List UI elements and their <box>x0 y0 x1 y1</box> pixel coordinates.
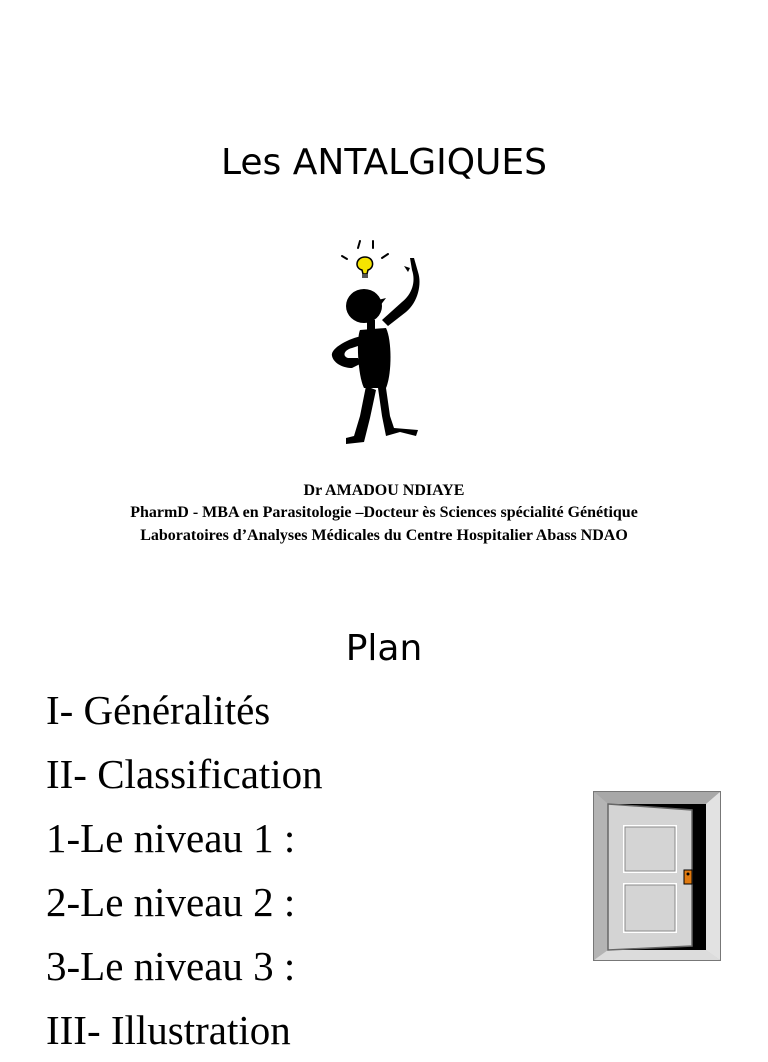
plan-item: II- Classification <box>46 751 323 797</box>
idea-person-icon <box>320 240 430 450</box>
author-lab: Laboratoires d’Analyses Médicales du Centre Hospitalier Abass NDAO <box>140 527 628 544</box>
plan-item: 3-Le niveau 3 : <box>46 943 296 989</box>
plan-item: I- Généralités <box>46 687 271 733</box>
plan-item: III- Illustration <box>46 1007 291 1053</box>
author-name: Dr AMADOU NDIAYE <box>303 482 465 499</box>
open-door-icon <box>594 792 720 960</box>
author-degrees: PharmD - MBA en Parasitologie –Docteur ès Sciences spécialité Génétique <box>130 504 638 521</box>
slide-title: Les ANTALGIQUES <box>220 142 547 183</box>
plan-list <box>46 678 323 1062</box>
plan-slide <box>0 570 768 1053</box>
plan-title: Plan <box>345 628 423 669</box>
plan-item: 2-Le niveau 2 : <box>46 879 296 925</box>
plan-item: 1-Le niveau 1 : <box>46 815 296 861</box>
